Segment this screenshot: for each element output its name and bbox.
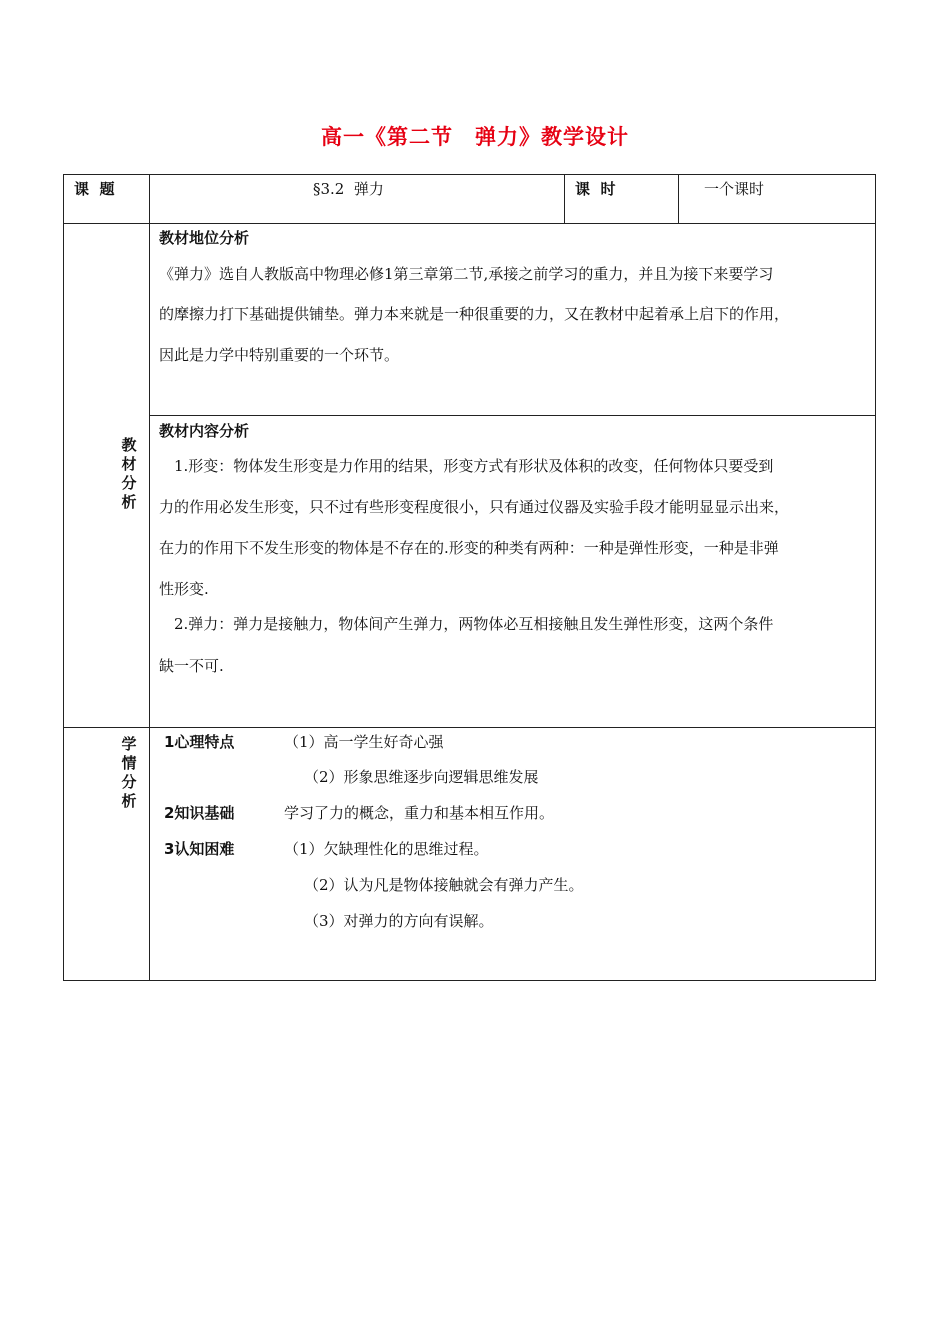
position-heading: 教材地位分析: [159, 229, 250, 247]
student-item-label: 3认知困难: [164, 840, 235, 858]
student-item-line: （2）形象思维逐步向逻辑思维发展: [304, 768, 539, 786]
column-divider: [149, 174, 150, 981]
row-divider: [149, 415, 876, 416]
content-line: 性形变.: [159, 580, 209, 598]
row-divider: [63, 223, 876, 224]
student-item-line: 学习了力的概念，重力和基本相互作用。: [284, 804, 555, 822]
position-line: 《弹力》选自人教版高中物理必修1第三章第二节,承接之前学习的重力，并且为接下来要学习: [159, 265, 774, 283]
topic-label: 课 题: [74, 180, 115, 198]
lesson-table: [63, 174, 876, 981]
content-line: 在力的作用下不发生形变的物体是不存在的.形变的种类有两种：一种是弹性形变，一种是非弹: [159, 539, 779, 557]
row-divider: [63, 727, 876, 728]
position-line: 因此是力学中特别重要的一个环节。: [159, 346, 400, 364]
student-item-line: （3）对弹力的方向有误解。: [304, 912, 494, 930]
column-divider: [564, 174, 565, 223]
content-line: 1.形变：物体发生形变是力作用的结果，形变方式有形状及体积的改变，任何物体只要受到: [159, 457, 774, 475]
textbook-analysis-label: 教材分析: [121, 436, 137, 511]
student-analysis-label: 学情分析: [121, 735, 137, 810]
topic-value: §3.2 弹力: [313, 180, 384, 198]
content-line: 缺一不可.: [159, 657, 224, 675]
content-heading: 教材内容分析: [159, 422, 250, 440]
student-item-label: 2知识基础: [164, 804, 235, 822]
student-item-line: （1）欠缺理性化的思维过程。: [284, 840, 489, 858]
student-item-label: 1心理特点: [164, 733, 235, 751]
time-label: 课 时: [575, 180, 616, 198]
column-divider: [678, 174, 679, 223]
time-value: 一个课时: [704, 180, 765, 198]
content-line: 力的作用必发生形变，只不过有些形变程度很小，只有通过仪器及实验手段才能明显显示出来，: [159, 498, 790, 516]
student-item-line: （1）高一学生好奇心强: [284, 733, 444, 751]
position-line: 的摩擦力打下基础提供铺垫。弹力本来就是一种很重要的力，又在教材中起着承上启下的作用，: [159, 305, 790, 323]
student-item-line: （2）认为凡是物体接触就会有弹力产生。: [304, 876, 584, 894]
content-line: 2.弹力：弹力是接触力，物体间产生弹力，两物体必互相接触且发生弹性形变，这两个条件: [159, 615, 774, 633]
page-title: 高一《第二节 弹力》教学设计: [321, 125, 629, 149]
